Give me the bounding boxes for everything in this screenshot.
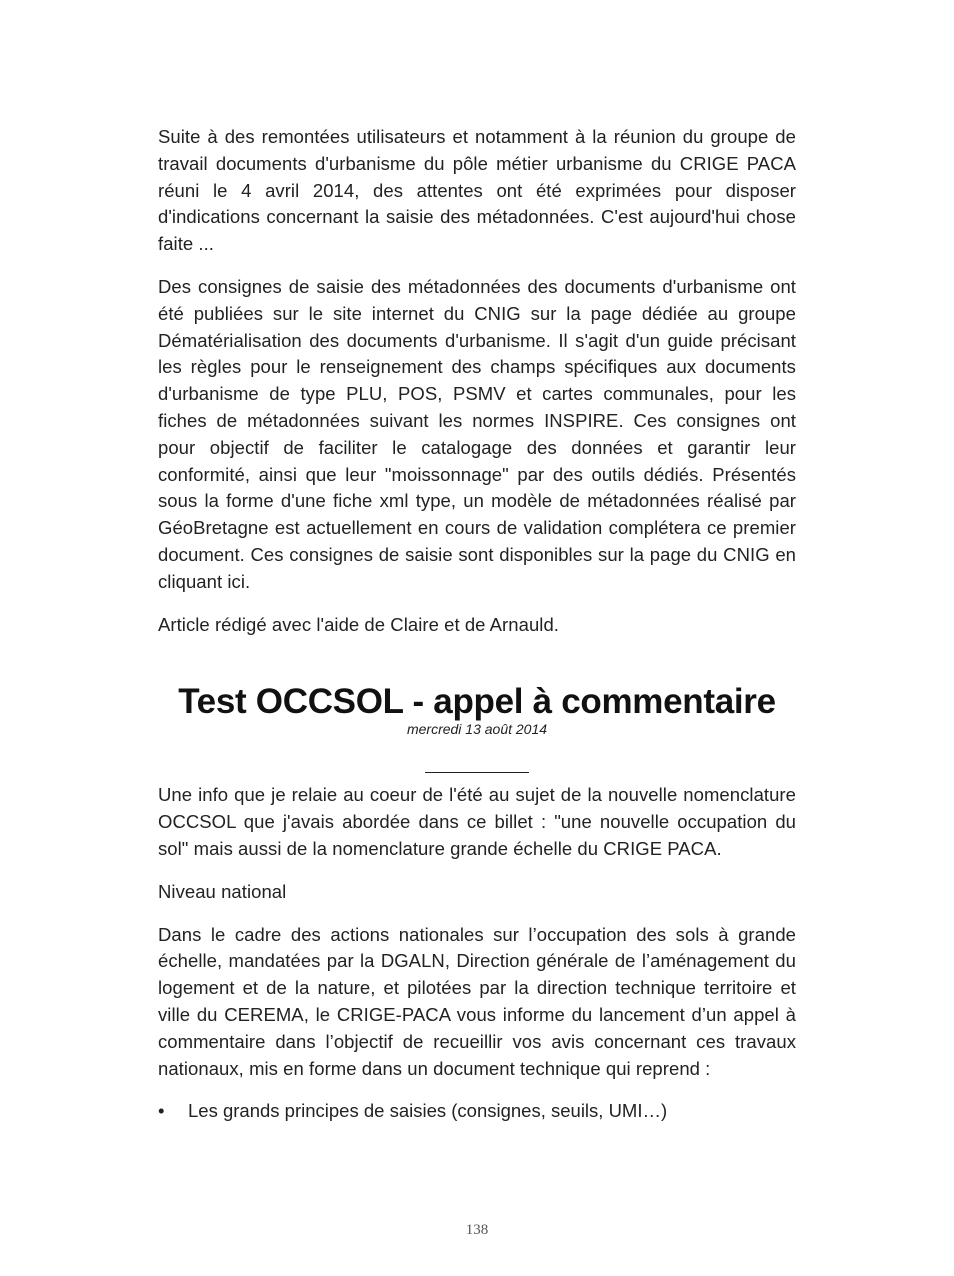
page-content xyxy=(158,124,796,1125)
article-occsol xyxy=(158,682,796,1125)
article1-paragraph-1: Suite à des remontées utilisateurs et notamment à la réunion du groupe de travail documents d'urbanisme du pôle métier urbanisme du CRIGE PACA réuni le 4 avril 2014, des attentes ont été exprimées pour disposer d'indications concernant la saisie des métadonnées. C'est aujourd'hui chose faite ... xyxy=(158,126,796,255)
article-metadata-consignes xyxy=(158,124,796,638)
article2-paragraph-3: Dans le cadre des actions nationales sur l’occupation des sols à grande échelle, mandatées par la DGALN, Direction générale de l’aménagement du logement et de la nature, et pilotées par la direction technique territoire et ville du CEREMA, le CRIGE-PACA vous informe du lancement d’un appel à commentaire dans l’objectif de recueillir vos avis concernant ces travaux nationaux, mis en forme dans un document technique qui reprend : xyxy=(158,923,796,1079)
bullet-list xyxy=(158,1098,796,1125)
list-item-text: Les grands principes de saisies (consignes, seuils, UMI…) xyxy=(188,1100,668,1122)
section-heading-niveau-national: Niveau national xyxy=(158,880,287,902)
post-title: Test OCCSOL - appel à commentaire xyxy=(178,682,776,722)
list-item xyxy=(158,1098,796,1125)
title-separator xyxy=(425,772,529,773)
page-number: 138 xyxy=(465,1222,489,1238)
article1-paragraph-2: Des consignes de saisie des métadonnées des documents d'urbanisme ont été publiées sur le site internet du CNIG sur la page dédiée au groupe Dématérialisation des documents d'urbanisme. Il s'agit d'un guide précisant les règles pour le renseignement des champs spécifiques aux documents d'urbanisme de type PLU, POS, PSMV et cartes communales, pour les fiches de métadonnées suivant les normes INSPIRE. Ces consignes ont pour objectif de faciliter le catalogage des données et garantir leur conformité, ainsi que leur "moissonnage" par des outils dédiés. Présentés sous la forme d'une fiche xml type, un modèle de métadonnées réalisé par GéoBretagne est actuellement en cours de validation complétera ce premier document. Ces consignes de saisie sont disponibles sur la page du CNIG en cliquant ici. xyxy=(158,275,796,592)
article2-paragraph-1: Une info que je relaie au coeur de l'été au sujet de la nouvelle nomenclature OCCSOL que j'avais abordée dans ce billet : "une nouvelle occupation du sol" mais aussi de la nomenclature grande échelle du CRIGE PACA. xyxy=(158,784,796,859)
article1-paragraph-3: Article rédigé avec l'aide de Claire et de Arnauld. xyxy=(158,613,559,635)
bullet-icon: • xyxy=(158,1100,165,1122)
post-date: mercredi 13 août 2014 xyxy=(406,721,548,738)
